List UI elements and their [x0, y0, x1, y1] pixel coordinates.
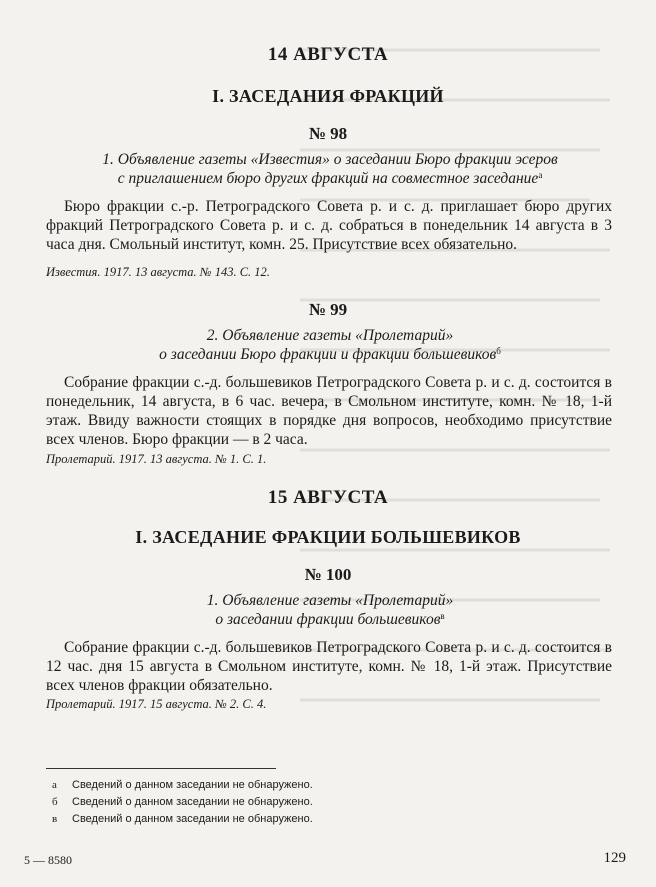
footnote-mark: б [52, 796, 58, 808]
document-source-98: Известия. 1917. 13 августа. № 143. С. 12. [46, 265, 270, 279]
footnote-ref: а [538, 170, 543, 180]
document-source-99: Пролетарий. 1917. 13 августа. № 1. С. 1. [46, 452, 267, 466]
document-title-99 [40, 326, 620, 364]
title-line: о заседании фракции большевиков$^в$ [215, 611, 445, 628]
footnote-mark: а [52, 779, 57, 791]
section-heading-bolshevik-faction: I. ЗАСЕДАНИЕ ФРАКЦИИ БОЛЬШЕВИКОВ [135, 527, 521, 547]
document-source-100: Пролетарий. 1917. 15 августа. № 2. С. 4. [46, 697, 267, 711]
footnote-divider [46, 768, 276, 769]
page-number: 129 [603, 850, 626, 866]
document-body-98: Бюро фракции с.-р. Петроградского Совета р. и с. д. приглашает бюро других фракций Петроградского Совета р. и с. д. собраться в понедельник 14 августа в 3 часа дня. Смольный институт, комн. 25. Присутствие всех обязательно. [46, 198, 612, 253]
footnote-text: Сведений о данном заседании не обнаружено. [72, 796, 313, 808]
document-title-98 [40, 150, 620, 188]
footnote-ref: в [440, 611, 445, 621]
document-body-99: Собрание фракции с.-д. большевиков Петроградского Совета р. и с. д. состоится в понедельник, 14 августа, в 6 час. вечера, в Смольном институте, комн. № 18, 1-й этаж. Ввиду важности стоящих в порядке дня вопросов, необходимо присутствие всех членов. Бюро фракции — в 2 часа. [46, 374, 612, 448]
footnote-b [52, 796, 313, 808]
title-line: 2. Объявление газеты «Пролетарий» [206, 327, 454, 344]
date-heading-14-august: 14 АВГУСТА [267, 44, 389, 65]
document-number-98: № 98 [308, 124, 348, 143]
footnote-v [52, 813, 313, 825]
footnote-ref: б [496, 346, 501, 356]
footnote-a [52, 779, 313, 791]
footnote-text: Сведений о данном заседании не обнаружено. [72, 779, 313, 791]
document-body-100: Собрание фракции с.-д. большевиков Петроградского Совета р. и с. д. состоится в 12 час. дня 15 августа в Смольном институте, комн. № 18, 1-й этаж. Присутствие всех членов фракции обязательно. [46, 639, 612, 694]
document-title-100 [40, 591, 620, 629]
title-line: с приглашением бюро других фракций на совместное заседание$^а$ [117, 170, 543, 187]
date-heading-15-august: 15 АВГУСТА [267, 487, 389, 508]
title-line: 1. Объявление газеты «Известия» о заседании Бюро фракции эсеров [102, 151, 558, 168]
footnote-text: Сведений о данном заседании не обнаружено. [72, 813, 313, 825]
document-number-100: № 100 [304, 565, 352, 584]
section-heading-faction-meetings: I. ЗАСЕДАНИЯ ФРАКЦИЙ [212, 86, 444, 106]
title-line: о заседании Бюро фракции и фракции большевиков$^б$ [159, 346, 501, 363]
document-number-99: № 99 [308, 300, 348, 319]
footnote-mark: в [52, 813, 58, 825]
printer-signature: 5 — 8580 [24, 853, 72, 867]
title-line: 1. Объявление газеты «Пролетарий» [206, 592, 454, 609]
